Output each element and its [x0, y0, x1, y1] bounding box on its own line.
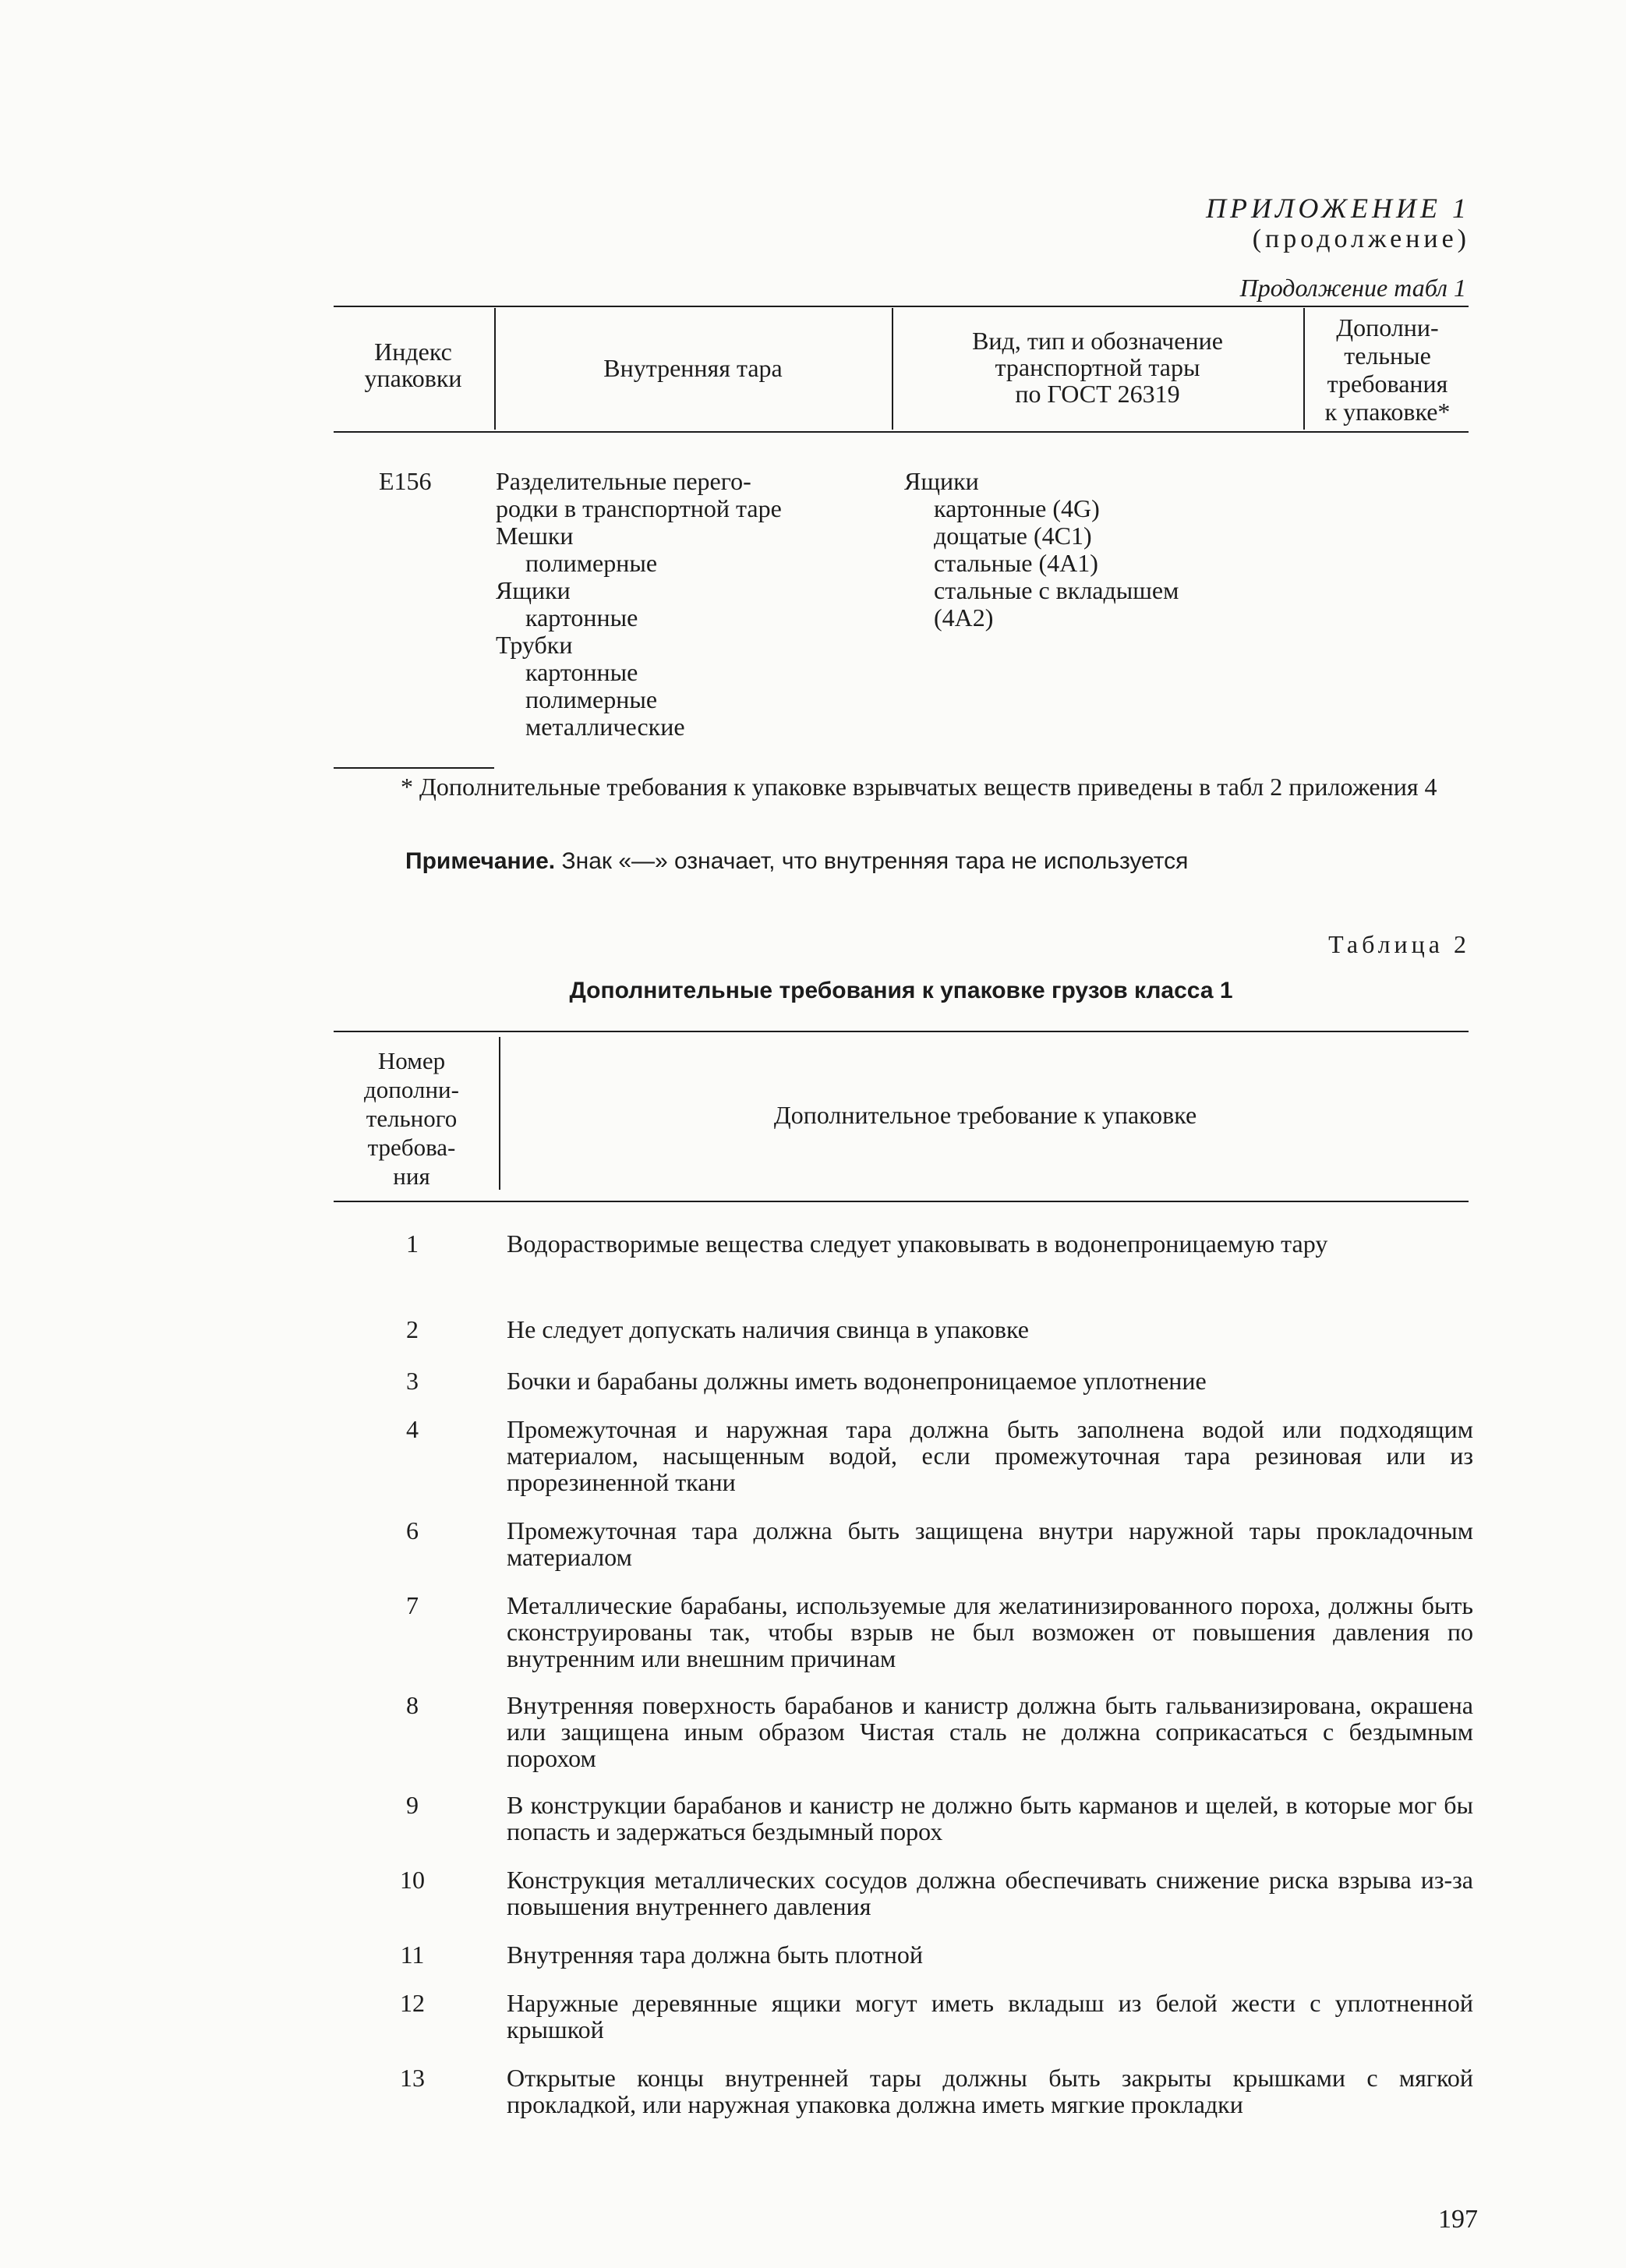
row-number: 1: [406, 1230, 419, 1258]
cell-line: Ящики: [496, 576, 571, 604]
cell-line: металлические: [525, 713, 685, 741]
table2-title: Дополнительные требования к упаковке грузов класса 1: [569, 978, 1233, 1003]
row-number: 7: [406, 1591, 419, 1619]
cell-line: Ящики: [904, 467, 979, 495]
cell-line: стальные с вкладышем: [934, 576, 1179, 604]
row-requirement: Наружные деревянные ящики могут иметь вкладыш из белой жести с уплотненной крышкой: [507, 1989, 1473, 2043]
cell-line: стальные (4А1): [934, 549, 1098, 577]
table1-header-additional: [1306, 313, 1469, 426]
row-number: 10: [400, 1866, 425, 1894]
row-requirement: Бочки и барабаны должны иметь водонепроницаемое уплотнение: [507, 1367, 1207, 1395]
cell-line: Мешки: [496, 522, 574, 550]
cell-line: полимерные: [525, 685, 658, 713]
table1-footnote: * Дополнительные требования к упаковке взрывчатых веществ приведены в табл 2 приложения 4: [401, 773, 1437, 801]
row-number: 8: [406, 1691, 419, 1719]
row-number: 2: [406, 1315, 419, 1343]
header-index-line: упаковки: [364, 364, 462, 392]
row-number: 9: [406, 1791, 419, 1819]
table1-row-index: Е156: [379, 467, 432, 495]
cell-line: картонные: [525, 603, 638, 632]
row-requirement: Не следует допускать наличия свинца в упаковке: [507, 1315, 1029, 1343]
row-requirement: Внутренняя поверхность барабанов и канистр должна быть гальванизирована, окрашена или защищена иным образом Чистая сталь не должна соприкасаться с бездымным порохом: [507, 1691, 1473, 1772]
table1-header-index: [335, 338, 491, 391]
table2-top-rule: [334, 1031, 1469, 1032]
row-number: 12: [400, 1989, 425, 2017]
header-number-line: ния: [393, 1162, 430, 1190]
table2-header-rule: [334, 1201, 1469, 1202]
header-additional-line: к упаковке*: [1324, 398, 1451, 426]
row-number: 13: [400, 2064, 425, 2092]
table1-col-divider-2: [892, 308, 893, 430]
row-number: 4: [406, 1415, 419, 1443]
header-number-line: тельного: [366, 1105, 458, 1132]
header-additional-line: Дополни-: [1336, 313, 1439, 341]
row-requirement: Открытые концы внутренней тары должны быть закрыты крышками с мягкой прокладкой, или наружная упаковка должна иметь мягкие прокладки: [507, 2064, 1473, 2118]
footnote-rule: [334, 767, 494, 769]
table1-row-inner-list: [496, 468, 782, 741]
table1-row-transport-list: [904, 468, 1179, 632]
table2-header-requirement: Дополнительное требование к упаковке: [773, 1101, 1197, 1129]
cell-line: картонные: [525, 658, 638, 686]
cell-line: дощатые (4С1): [934, 522, 1092, 550]
cell-line: картонные (4G): [934, 494, 1100, 522]
header-transport-line: по ГОСТ 26319: [1015, 380, 1180, 408]
row-requirement: Конструкция металлических сосудов должна обеспечивать снижение риска взрыва из-за повышения внутреннего давления: [507, 1866, 1473, 1920]
table1-header-inner: Внутренняя тара: [603, 354, 783, 382]
header-number-line: дополни-: [364, 1076, 459, 1103]
header-transport-line: транспортной тары: [995, 353, 1200, 381]
table1-header-rule: [334, 431, 1469, 433]
row-requirement: Внутренняя тара должна быть плотной: [507, 1941, 924, 1969]
cell-line: полимерные: [525, 549, 658, 577]
row-requirement: Водорастворимые вещества следует упаковывать в водонепроницаемую тару: [507, 1230, 1328, 1258]
table1-top-rule: [334, 306, 1469, 307]
note-label: Примечание.: [405, 848, 556, 874]
table1-note: [405, 848, 1188, 875]
row-requirement: Промежуточная и наружная тара должна быть заполнена водой или подходящим материалом, насыщенным водой, если промежуточная тара резиновая или из прорезиненной ткани: [507, 1415, 1473, 1496]
row-number: 3: [406, 1367, 419, 1395]
table1-col-divider-1: [494, 308, 496, 430]
note-text: Знак «—» означает, что внутренняя тара не используется: [561, 848, 1189, 874]
cell-line: Разделительные перего-: [496, 467, 751, 495]
table2-col-divider: [499, 1037, 500, 1190]
header-number-line: Номер: [377, 1047, 446, 1074]
header-number-line: требова-: [367, 1134, 456, 1161]
header-additional-line: тельные: [1344, 341, 1431, 370]
header-additional-line: требования: [1327, 370, 1448, 398]
row-requirement: Металлические барабаны, используемые для желатинизированного пороха, должны быть сконструированы так, чтобы взрыв не был возможен от повышения давления по внутренним или внешним причинам: [507, 1591, 1473, 1672]
cell-line: Трубки: [496, 631, 573, 659]
table2-label: Таблица 2: [1328, 930, 1470, 958]
page-number: 197: [1438, 2205, 1478, 2234]
row-number: 6: [406, 1516, 419, 1544]
header-transport-line: Вид, тип и обозначение: [972, 327, 1223, 355]
table1-continuation-label: Продолжение табл 1: [1239, 274, 1466, 302]
continuation-note: (продолжение): [1252, 225, 1470, 253]
appendix-title: ПРИЛОЖЕНИЕ 1: [1206, 193, 1470, 224]
table2-header-number: [334, 1046, 490, 1191]
row-number: 11: [400, 1941, 425, 1969]
table1-header-transport: [895, 327, 1300, 407]
cell-line: (4А2): [934, 603, 994, 632]
table1-col-divider-3: [1303, 308, 1305, 430]
header-index-line: Индекс: [374, 338, 452, 366]
row-requirement: В конструкции барабанов и канистр не должно быть карманов и щелей, в которые мог бы попасть и задержаться бездымный порох: [507, 1791, 1473, 1845]
row-requirement: Промежуточная тара должна быть защищена внутри наружной тары прокладочным материалом: [507, 1516, 1473, 1571]
cell-line: родки в транспортной таре: [496, 494, 782, 522]
